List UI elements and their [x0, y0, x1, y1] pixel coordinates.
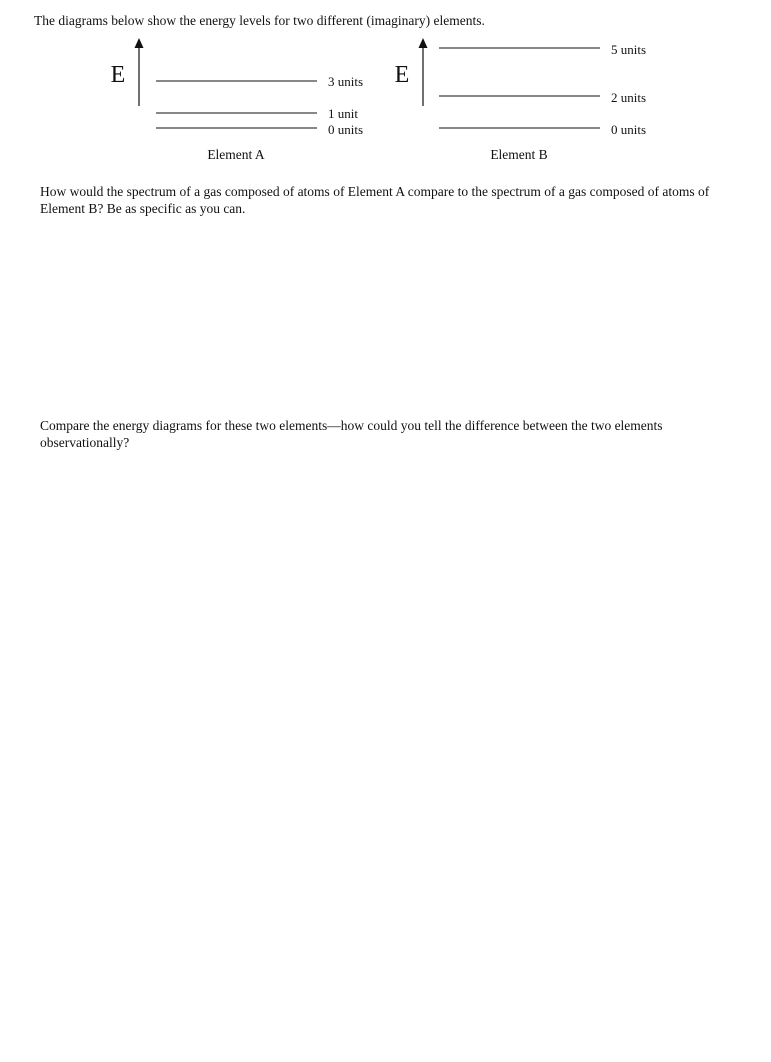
element-a-level-3-label: 3 units — [328, 74, 364, 89]
element-a-diagram — [111, 38, 363, 162]
element-b-axis-label: E — [394, 62, 410, 88]
element-a-arrowhead — [135, 38, 144, 48]
question-2: Compare the energy diagrams for these two elements—how could you tell the difference between the two elements observationally? — [40, 418, 663, 450]
element-b-name: Element B — [490, 147, 548, 162]
element-a-level-0-label: 0 units — [328, 122, 364, 137]
element-a-level-1-label: 1 unit — [328, 106, 358, 121]
element-b-level-5-label: 5 units — [611, 42, 647, 57]
element-b-arrowhead — [419, 38, 428, 48]
element-a-name: Element A — [207, 147, 265, 162]
element-b-diagram — [395, 38, 646, 162]
question-1: How would the spectrum of a gas composed of atoms of Element A compare to the spectrum of a gas composed of atoms of Element B? Be as specific as you can. — [40, 184, 710, 216]
energy-level-diagrams — [0, 0, 771, 175]
element-a-axis-label: E — [110, 62, 126, 88]
element-b-level-2-label: 2 units — [611, 90, 647, 105]
intro-text: The diagrams below show the energy levels for two different (imaginary) elements. — [34, 13, 485, 28]
element-b-level-0-label: 0 units — [611, 122, 647, 137]
